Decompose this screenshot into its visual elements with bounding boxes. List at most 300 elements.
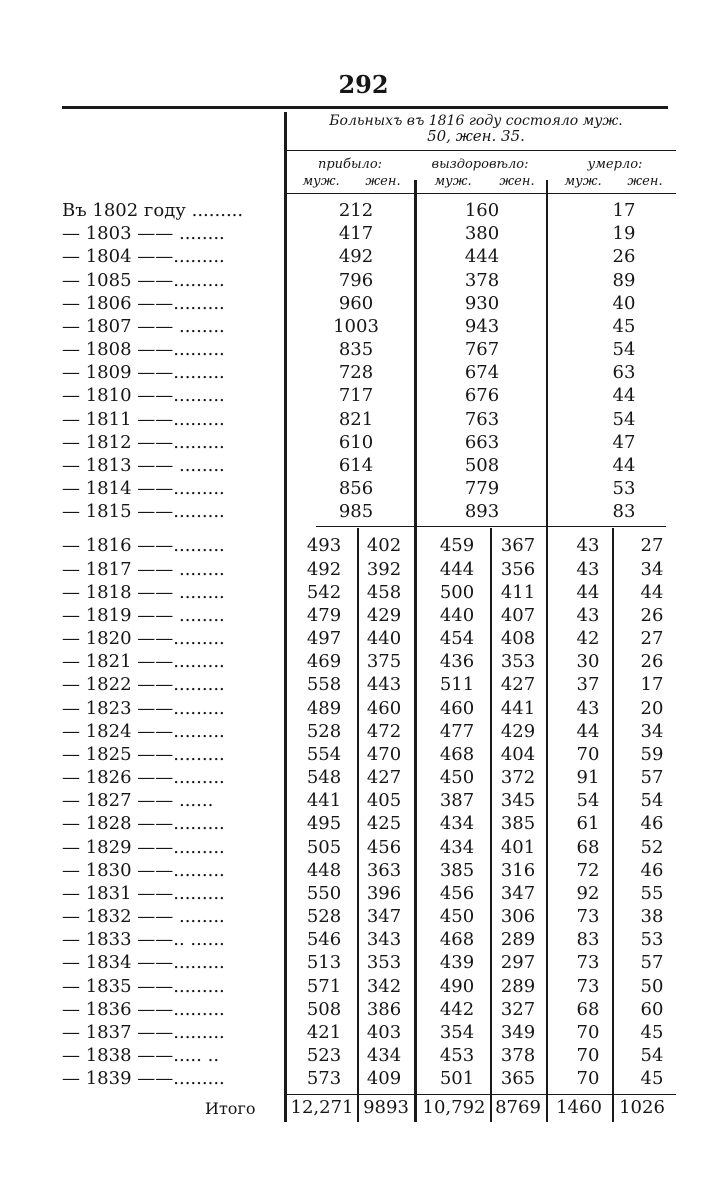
year-text: — 1826: [62, 767, 132, 789]
recovered-female: 297: [500, 952, 536, 974]
died-female: 54: [640, 1045, 664, 1067]
arrived-male: 571: [306, 975, 342, 997]
header-line-1: Больныхъ въ 1816 году состояло муж.: [329, 113, 623, 129]
died-female: 57: [640, 767, 664, 789]
recovered-female: 289: [500, 929, 536, 951]
recovered-male: 354: [439, 1022, 475, 1043]
year-text: — 1811: [62, 408, 132, 430]
leader-dots: ——.........: [137, 975, 225, 997]
died-male: 70: [576, 1045, 600, 1067]
leader-dots: ——.........: [137, 1068, 225, 1090]
leader-dots: ——.........: [137, 952, 225, 974]
table-row: [0, 906, 727, 929]
recovered-male: 468: [439, 929, 475, 951]
died-female: 45: [640, 1068, 664, 1090]
leader-dots: ——.........: [137, 1022, 225, 1043]
arrived-male: 489: [306, 697, 342, 719]
recovered-female: 365: [500, 1068, 536, 1090]
arrived-male: 558: [306, 674, 342, 696]
group-header-recovered: выздоровѣло:: [431, 157, 529, 172]
died-female: 34: [640, 558, 664, 580]
died-male: 44: [576, 581, 600, 603]
total-died-male: 1460: [556, 1097, 602, 1118]
recovered-value: 893: [464, 501, 500, 523]
recovered-female: 367: [500, 535, 536, 557]
recovered-male: 444: [439, 558, 475, 580]
arrived-male: 479: [306, 604, 342, 626]
leader-dots: —— ........: [137, 558, 225, 580]
table-row: [0, 501, 727, 524]
died-female: 34: [640, 720, 664, 742]
subheader-male-3: муж.: [564, 174, 602, 189]
leader-dots: ——.........: [137, 767, 225, 789]
recovered-value: 160: [464, 200, 500, 221]
year-text: — 1810: [62, 385, 132, 407]
leader-dots: —— ........: [137, 454, 225, 476]
year-text: — 1824: [62, 720, 132, 742]
died-value: 44: [612, 454, 636, 476]
year-text: — 1819: [62, 604, 132, 626]
recovered-male: 453: [439, 1045, 475, 1067]
leader-dots: ——.........: [137, 292, 225, 314]
recovered-female: 372: [500, 767, 536, 789]
table-row: [0, 362, 727, 385]
arrived-value: 796: [338, 269, 374, 291]
table-row: [0, 813, 727, 836]
recovered-value: 663: [464, 431, 500, 453]
leader-dots: ——.........: [137, 339, 225, 360]
arrived-female: 427: [366, 767, 402, 789]
recovered-female: 316: [500, 859, 536, 881]
recovered-female: 441: [500, 697, 536, 719]
year-label: [62, 999, 277, 1020]
leader-dots: ——..... ..: [137, 1045, 220, 1067]
table-row: [0, 293, 727, 316]
died-female: 60: [640, 998, 664, 1020]
leader-dots: —— ........: [137, 604, 225, 626]
recovered-female: 407: [500, 604, 536, 626]
table-row: [0, 385, 727, 408]
arrived-value: 492: [338, 246, 374, 268]
leader-dots: —— ........: [137, 581, 225, 603]
recovered-female: 408: [500, 628, 536, 650]
subheader-female-1: жен.: [365, 174, 401, 189]
year-text: — 1806: [62, 292, 132, 314]
table-row: [0, 559, 727, 582]
table-row: [0, 651, 727, 674]
group-header-died: умерло:: [587, 157, 643, 172]
leader-dots: .........: [191, 200, 244, 221]
table-row: [0, 339, 727, 362]
died-female: 17: [640, 674, 664, 696]
arrived-value: 728: [338, 362, 374, 384]
table-row: [0, 316, 727, 339]
arrived-male: 492: [306, 558, 342, 580]
leader-dots: ——.........: [137, 269, 225, 291]
table-row: [0, 1045, 727, 1068]
arrived-female: 343: [366, 929, 402, 951]
recovered-male: 387: [439, 790, 475, 812]
died-male: 30: [576, 651, 600, 673]
year-label: [62, 582, 277, 603]
arrived-female: 460: [366, 697, 402, 719]
arrived-female: 434: [366, 1045, 402, 1067]
died-value: 44: [612, 385, 636, 407]
died-male: 42: [576, 628, 600, 650]
year-label: [62, 767, 277, 788]
arrived-male: 493: [306, 535, 342, 557]
died-value: 53: [612, 478, 636, 499]
arrived-female: 353: [366, 952, 402, 974]
year-label: [62, 906, 277, 927]
year-text: — 1830: [62, 859, 132, 881]
arrived-male: 505: [306, 836, 342, 858]
died-male: 91: [576, 767, 600, 789]
year-label: [62, 837, 277, 858]
arrived-female: 440: [366, 628, 402, 650]
died-male: 68: [576, 836, 600, 858]
died-value: 54: [612, 408, 636, 430]
year-label: [62, 316, 277, 337]
year-label: [62, 270, 277, 291]
leader-dots: ——.. ......: [137, 929, 225, 951]
recovered-female: 306: [500, 906, 536, 928]
died-female: 57: [640, 952, 664, 974]
table-row: [0, 883, 727, 906]
year-text: — 1836: [62, 998, 132, 1020]
arrived-male: 528: [306, 720, 342, 742]
arrived-value: 856: [338, 478, 374, 499]
leader-dots: ——.........: [137, 882, 225, 904]
table-row: [0, 223, 727, 246]
year-label: [62, 362, 277, 383]
recovered-value: 779: [464, 478, 500, 499]
group-header-arrived: прибыло:: [317, 157, 383, 172]
arrived-female: 392: [366, 558, 402, 580]
died-female: 53: [640, 929, 664, 951]
year-label: [62, 674, 277, 695]
year-label: [62, 339, 277, 360]
subheader-rule: [286, 193, 676, 194]
recovered-male: 456: [439, 882, 475, 904]
arrived-female: 443: [366, 674, 402, 696]
year-text: — 1815: [62, 501, 132, 523]
recovered-male: 450: [439, 767, 475, 789]
recovered-female: 385: [500, 813, 536, 835]
year-text: — 1804: [62, 246, 132, 268]
recovered-male: 459: [439, 535, 475, 557]
arrived-value: 614: [338, 454, 374, 476]
table-row: [0, 478, 727, 501]
table-row: [0, 698, 727, 721]
recovered-male: 434: [439, 836, 475, 858]
died-male: 73: [576, 906, 600, 928]
died-male: 92: [576, 882, 600, 904]
recovered-female: 289: [500, 975, 536, 997]
arrived-male: 528: [306, 906, 342, 928]
year-label: [62, 246, 277, 267]
table-row: [0, 409, 727, 432]
year-text: — 1837: [62, 1022, 132, 1043]
recovered-female: 356: [500, 558, 536, 580]
recovered-male: 511: [439, 674, 475, 696]
recovered-female: 347: [500, 882, 536, 904]
died-value: 17: [612, 200, 636, 221]
recovered-male: 454: [439, 628, 475, 650]
leader-dots: ——.........: [137, 628, 225, 650]
recovered-male: 442: [439, 998, 475, 1020]
year-text: — 1814: [62, 478, 132, 499]
year-text: — 1833: [62, 929, 132, 951]
year-text: — 1821: [62, 651, 132, 673]
table-row: [0, 1068, 727, 1091]
leader-dots: —— ........: [137, 315, 225, 337]
died-male: 37: [576, 674, 600, 696]
year-text: — 1835: [62, 975, 132, 997]
arrived-female: 375: [366, 651, 402, 673]
recovered-male: 468: [439, 743, 475, 765]
died-female: 26: [640, 651, 664, 673]
died-value: 63: [612, 362, 636, 384]
recovered-male: 440: [439, 604, 475, 626]
died-value: 47: [612, 431, 636, 453]
year-label: [62, 698, 277, 719]
died-female: 27: [640, 628, 664, 650]
header-line-2: 50, жен. 35.: [427, 127, 525, 145]
arrived-female: 402: [366, 535, 402, 557]
recovered-female: 353: [500, 651, 536, 673]
table-row: [0, 432, 727, 455]
leader-dots: —— ......: [137, 790, 214, 812]
total-arrived-male: 12,271: [290, 1097, 354, 1118]
recovered-female: 345: [500, 790, 536, 812]
died-male: 70: [576, 743, 600, 765]
arrived-female: 425: [366, 813, 402, 835]
leader-dots: ——.........: [137, 651, 225, 673]
arrived-female: 403: [366, 1022, 402, 1043]
year-label: [62, 432, 277, 453]
year-text: — 1827: [62, 790, 132, 812]
arrived-female: 456: [366, 836, 402, 858]
arrived-female: 470: [366, 743, 402, 765]
recovered-female: 404: [500, 743, 536, 765]
arrived-male: 421: [306, 1022, 342, 1043]
leader-dots: ——.........: [137, 408, 225, 430]
arrived-female: 396: [366, 882, 402, 904]
year-text: — 1809: [62, 362, 132, 384]
died-male: 73: [576, 975, 600, 997]
year-label: [62, 860, 277, 881]
year-label: [62, 721, 277, 742]
table-row: [0, 952, 727, 975]
arrived-value: 835: [338, 339, 374, 360]
leader-dots: ——.........: [137, 743, 225, 765]
table-row: [0, 605, 727, 628]
leader-dots: ——.........: [137, 859, 225, 881]
arrived-male: 513: [306, 952, 342, 974]
totals-rule: [286, 1094, 676, 1095]
table-row: [0, 721, 727, 744]
recovered-female: 429: [500, 720, 536, 742]
table-row: [0, 976, 727, 999]
recovered-male: 477: [439, 720, 475, 742]
arrived-female: 405: [366, 790, 402, 812]
page-number: 292: [338, 70, 389, 99]
table-row: [0, 929, 727, 952]
table-row: [0, 455, 727, 478]
subheader-female-2: жен.: [499, 174, 535, 189]
header-rule: [286, 150, 676, 151]
year-label: [62, 883, 277, 904]
split-rule: [316, 526, 666, 527]
year-text: — 1838: [62, 1045, 132, 1067]
leader-dots: ——.........: [137, 385, 225, 407]
leader-dots: ——.........: [137, 478, 225, 499]
died-value: 83: [612, 501, 636, 523]
arrived-male: 573: [306, 1068, 342, 1090]
died-female: 27: [640, 535, 664, 557]
died-male: 54: [576, 790, 600, 812]
recovered-female: 349: [500, 1022, 536, 1043]
died-value: 26: [612, 246, 636, 268]
year-label: [62, 535, 277, 556]
leader-dots: ——.........: [137, 362, 225, 384]
died-male: 73: [576, 952, 600, 974]
leader-dots: ——.........: [137, 813, 225, 835]
year-label: [62, 790, 277, 811]
died-male: 68: [576, 998, 600, 1020]
year-label: [62, 293, 277, 314]
recovered-male: 439: [439, 952, 475, 974]
year-text: — 1812: [62, 431, 132, 453]
died-male: 83: [576, 929, 600, 951]
died-female: 46: [640, 813, 664, 835]
leader-dots: ——.........: [137, 720, 225, 742]
year-label: [62, 813, 277, 834]
recovered-value: 676: [464, 385, 500, 407]
subheader-male-2: муж.: [434, 174, 472, 189]
year-label: [62, 744, 277, 765]
died-male: 70: [576, 1068, 600, 1090]
leader-dots: ——.........: [137, 697, 225, 719]
recovered-female: 411: [500, 581, 536, 603]
year-text: — 1820: [62, 628, 132, 650]
died-female: 44: [640, 581, 664, 603]
total-arrived-female: 9893: [363, 1097, 409, 1118]
leader-dots: ——.........: [137, 246, 225, 268]
total-died-female: 1026: [619, 1097, 665, 1118]
died-value: 19: [612, 223, 636, 245]
died-male: 61: [576, 813, 600, 835]
leader-dots: —— ........: [137, 223, 225, 245]
arrived-male: 497: [306, 628, 342, 650]
leader-dots: ——.........: [137, 674, 225, 696]
arrived-female: 472: [366, 720, 402, 742]
year-label: [62, 200, 277, 221]
table-row: [0, 999, 727, 1022]
recovered-male: 385: [439, 859, 475, 881]
arrived-male: 508: [306, 998, 342, 1020]
arrived-female: 363: [366, 859, 402, 881]
table-row: [0, 837, 727, 860]
recovered-female: 327: [500, 998, 536, 1020]
year-text: — 1818: [62, 581, 132, 603]
table-row: [0, 674, 727, 697]
totals-label: Итого: [205, 1099, 256, 1118]
recovered-female: 427: [500, 674, 536, 696]
died-male: 43: [576, 604, 600, 626]
table-row: [0, 200, 727, 223]
year-label: [62, 1022, 277, 1043]
died-value: 45: [612, 315, 636, 337]
leader-dots: ——.........: [137, 998, 225, 1020]
recovered-value: 508: [464, 454, 500, 476]
year-label: [62, 976, 277, 997]
died-male: 70: [576, 1022, 600, 1043]
arrived-male: 441: [306, 790, 342, 812]
subheader-male-1: муж.: [302, 174, 340, 189]
recovered-male: 490: [439, 975, 475, 997]
year-label: [62, 559, 277, 580]
recovered-male: 436: [439, 651, 475, 673]
year-text: — 1823: [62, 697, 132, 719]
died-female: 46: [640, 859, 664, 881]
year-text: — 1831: [62, 882, 132, 904]
recovered-value: 930: [464, 292, 500, 314]
leader-dots: ——.........: [137, 535, 225, 557]
arrived-value: 960: [338, 292, 374, 314]
died-value: 54: [612, 339, 636, 360]
arrived-female: 409: [366, 1068, 402, 1090]
recovered-value: 767: [464, 339, 500, 360]
leader-dots: ——.........: [137, 431, 225, 453]
year-text: — 1828: [62, 813, 132, 835]
year-text: — 1825: [62, 743, 132, 765]
died-value: 89: [612, 269, 636, 291]
year-label: [62, 1068, 277, 1089]
died-female: 45: [640, 1022, 664, 1043]
recovered-male: 434: [439, 813, 475, 835]
totals-row: [0, 1097, 727, 1121]
year-label: [62, 223, 277, 244]
year-text: — 1803: [62, 223, 132, 245]
died-female: 52: [640, 836, 664, 858]
table-row: [0, 1022, 727, 1045]
arrived-value: 717: [338, 385, 374, 407]
arrived-male: 548: [306, 767, 342, 789]
recovered-female: 401: [500, 836, 536, 858]
arrived-female: 458: [366, 581, 402, 603]
died-value: 40: [612, 292, 636, 314]
arrived-value: 985: [338, 501, 374, 523]
leader-dots: —— ........: [137, 906, 225, 928]
year-text: — 1808: [62, 339, 132, 360]
table-row: [0, 628, 727, 651]
died-female: 38: [640, 906, 664, 928]
year-label: [62, 651, 277, 672]
arrived-value: 1003: [333, 315, 379, 337]
died-female: 54: [640, 790, 664, 812]
recovered-value: 380: [464, 223, 500, 245]
leader-dots: ——.........: [137, 836, 225, 858]
year-text: — 1829: [62, 836, 132, 858]
recovered-value: 763: [464, 408, 500, 430]
arrived-male: 523: [306, 1045, 342, 1067]
table-row: [0, 535, 727, 558]
year-text: — 1832: [62, 906, 132, 928]
table-row: [0, 582, 727, 605]
arrived-male: 448: [306, 859, 342, 881]
